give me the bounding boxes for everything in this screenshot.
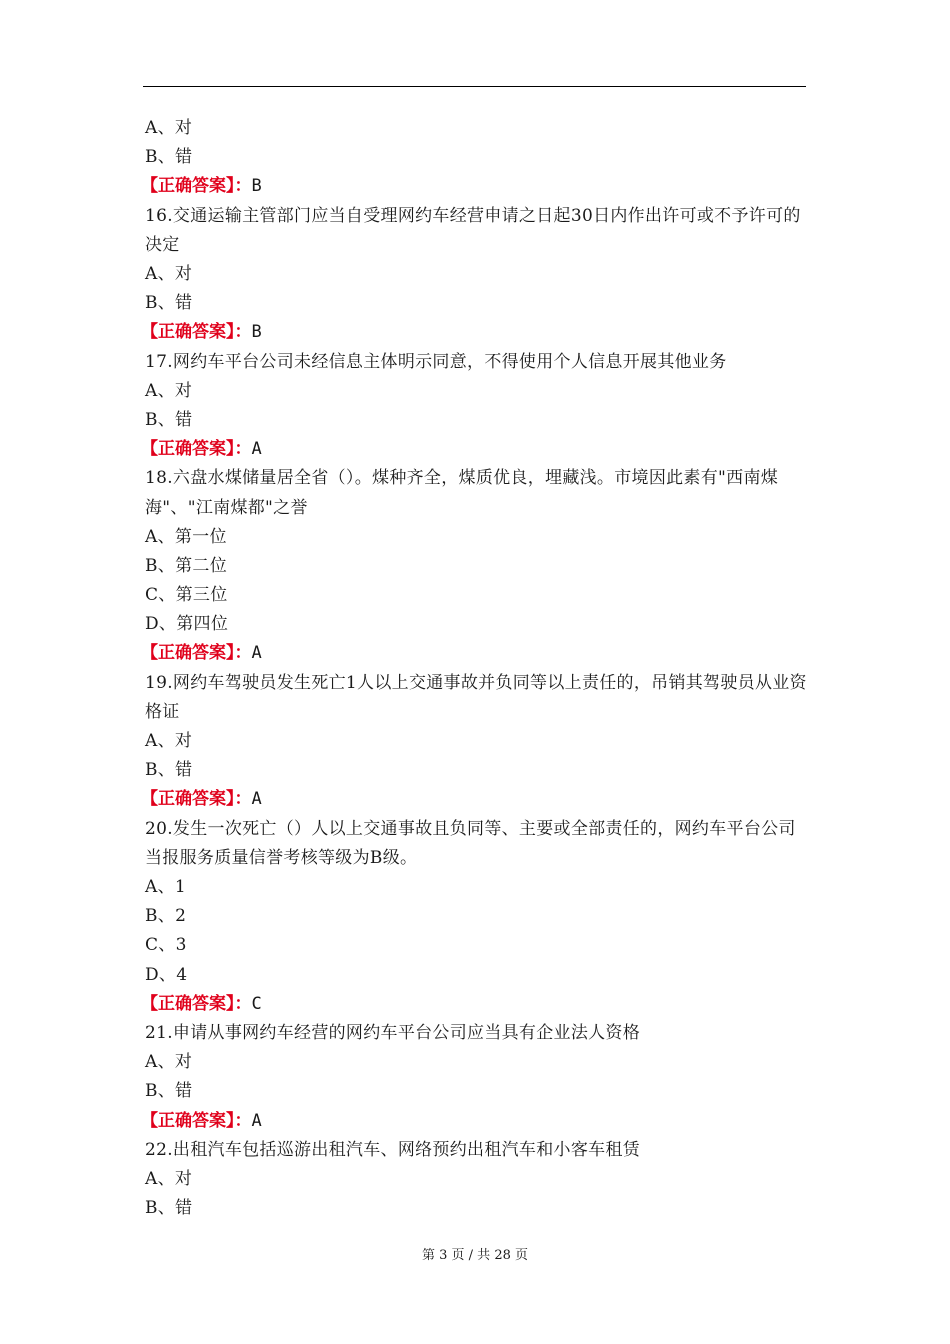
correct-answer-label: 【正确答案】： [141,1110,252,1131]
page-footer: 第 3 页 / 共 28 页 [422,1248,528,1263]
question-text: 17.网约车平台公司未经信息主体明示同意，不得使用个人信息开展其他业务 [145,351,727,372]
option-line: A、对 [145,1052,193,1073]
option-line: D、第四位 [145,614,229,635]
correct-answer-value: A [251,643,262,664]
option-line: B、错 [145,409,193,430]
correct-answer-value: A [251,1110,262,1131]
question-text: 21.申请从事网约车经营的网约车平台公司应当具有企业法人资格 [145,1022,641,1043]
correct-answer-line [141,639,810,668]
question-text: 22.出租汽车包括巡游出租汽车、网络预约出租汽车和小客车租赁 [145,1139,641,1160]
option-line: B、2 [145,906,187,927]
option-line: B、第二位 [145,555,227,576]
correct-answer-value: B [251,176,262,197]
option-line: D、4 [145,964,188,985]
option-line: B、错 [145,760,193,781]
option-line: A、1 [145,877,186,898]
option-line: A、对 [145,731,193,752]
option-line: B、错 [145,1081,193,1102]
correct-answer-value: A [251,789,262,810]
question-text: 18.六盘水煤储量居全省（）。煤种齐全，煤质优良，埋藏浅。市境因此素有"西南煤海"、"江南煤都"之誉 [145,468,779,518]
correct-answer-line [141,785,810,814]
correct-answer-label: 【正确答案】： [141,439,252,460]
correct-answer-label: 【正确答案】： [141,789,252,810]
option-line: C、3 [145,935,187,956]
option-line: A、对 [145,263,193,284]
correct-answer-line [141,172,810,201]
correct-answer-value: C [251,993,262,1014]
option-line: C、第三位 [145,585,228,606]
correct-answer-label: 【正确答案】： [141,176,252,197]
option-line: A、对 [145,118,193,138]
question-text: 20.发生一次死亡（）人以上交通事故且负同等、主要或全部责任的，网约车平台公司当报服务质量信誉考核等级为B级。 [145,818,796,868]
correct-answer-line [141,990,810,1019]
option-line: B、错 [145,293,193,314]
question-content [141,114,810,1223]
question-text: 16.交通运输主管部门应当自受理网约车经营申请之日起30日内作出许可或不予许可的决定 [145,205,801,255]
option-line: A、对 [145,380,193,401]
question-text: 19.网约车驾驶员发生死亡1人以上交通事故并负同等以上责任的，吊销其驾驶员从业资格证 [145,672,807,722]
option-line: B、错 [145,1198,193,1219]
correct-answer-label: 【正确答案】： [141,643,252,664]
correct-answer-line [141,318,810,347]
correct-answer-line [141,435,810,464]
header-rule [143,86,806,87]
option-line: A、对 [145,1168,193,1189]
correct-answer-label: 【正确答案】： [141,993,252,1014]
correct-answer-line [141,1107,810,1136]
correct-answer-value: B [251,322,262,343]
option-line: B、错 [145,147,193,168]
option-line: A、第一位 [145,526,227,547]
correct-answer-label: 【正确答案】： [141,322,252,343]
correct-answer-value: A [251,439,262,460]
